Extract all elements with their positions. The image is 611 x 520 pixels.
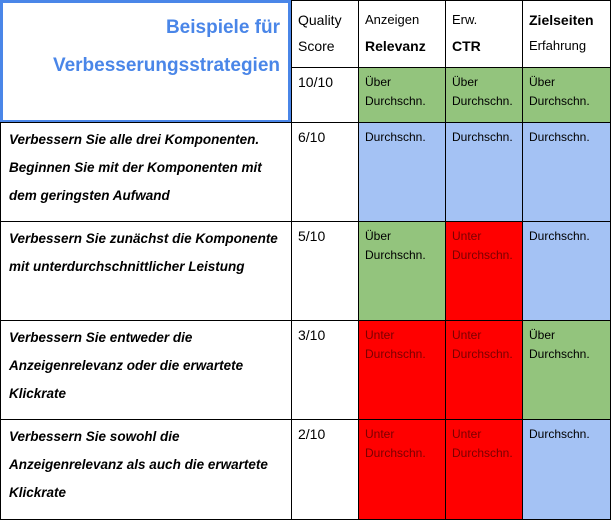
rating-line1: Unter	[452, 328, 482, 342]
rating-line2: Durchschn.	[365, 248, 426, 262]
rating-line1: Durchschn.	[529, 427, 590, 441]
rating-line1: Unter	[365, 427, 395, 441]
header-ctr-line1: Erw.	[452, 12, 478, 27]
row-label-2: Verbessern Sie zunächst die Komponente mit unterdurchschnittlicher Leistung	[0, 221, 292, 321]
table-title	[0, 0, 291, 123]
score-cell-4: 2/10	[291, 419, 359, 520]
header-relevanz-line1: Anzeigen	[365, 12, 420, 27]
rating-line1: Durchschn.	[365, 130, 426, 144]
rating-cell-3-landing	[522, 320, 611, 420]
rating-line1: Über	[365, 75, 392, 89]
title-line-2: Verbesserungsstrategien	[52, 55, 280, 76]
row-label-1: Verbessern Sie alle drei Komponenten. Beginnen Sie mit der Komponenten mit dem geringsten Aufwand	[0, 122, 292, 222]
rating-line2: Durchschn.	[529, 347, 590, 361]
score-cell-3: 3/10	[291, 320, 359, 420]
rating-line2: Durchschn.	[365, 94, 426, 108]
rating-line2: Durchschn.	[529, 94, 590, 108]
rating-line1: Unter	[365, 328, 395, 342]
header-ctr-line2: CTR	[452, 38, 481, 54]
score-cell-2: 5/10	[291, 221, 359, 321]
rating-cell-top-relevanz	[358, 67, 446, 123]
rating-cell-1-ctr	[445, 122, 523, 222]
rating-line1: Durchschn.	[529, 130, 590, 144]
rating-cell-4-ctr	[445, 419, 523, 520]
rating-cell-1-relevanz	[358, 122, 446, 222]
rating-cell-4-landing	[522, 419, 611, 520]
rating-line2: Durchschn.	[452, 94, 513, 108]
header-landing-line1: Zielseiten	[529, 12, 594, 28]
rating-cell-top-landing	[522, 67, 611, 123]
title-line-1: Beispiele für	[165, 17, 280, 38]
score-cell-1: 6/10	[291, 122, 359, 222]
header-quality-score-line1: Quality	[298, 12, 342, 28]
rating-line1: Über	[529, 75, 556, 89]
rating-line1: Durchschn.	[529, 229, 590, 243]
rating-line2: Durchschn.	[452, 347, 513, 361]
rating-line1: Über	[529, 328, 556, 342]
score-cell-top: 10/10	[291, 67, 359, 123]
row-label-4: Verbessern Sie sowohl die Anzeigenrelevanz als auch die erwartete Klickrate	[0, 419, 292, 520]
rating-cell-1-landing	[522, 122, 611, 222]
rating-line1: Durchschn.	[452, 130, 513, 144]
rating-line2: Durchschn.	[365, 347, 426, 361]
rating-line2: Durchschn.	[452, 248, 513, 262]
rating-cell-4-relevanz	[358, 419, 446, 520]
rating-cell-2-landing	[522, 221, 611, 321]
row-label-3: Verbessern Sie entweder die Anzeigenrelevanz oder die erwartete Klickrate	[0, 320, 292, 420]
rating-line1: Über	[365, 229, 392, 243]
rating-line1: Unter	[452, 427, 482, 441]
rating-cell-3-ctr	[445, 320, 523, 420]
header-landing-line2: Erfahrung	[529, 38, 587, 53]
rating-line1: Über	[452, 75, 479, 89]
header-anzeigen-relevanz	[358, 0, 446, 68]
header-quality-score	[291, 0, 359, 68]
header-relevanz-line2: Relevanz	[365, 38, 426, 54]
header-erw-ctr	[445, 0, 523, 68]
rating-line2: Durchschn.	[365, 446, 426, 460]
header-quality-score-line2: Score	[298, 38, 335, 54]
rating-line1: Unter	[452, 229, 482, 243]
header-zielseiten-erfahrung	[522, 0, 611, 68]
rating-cell-3-relevanz	[358, 320, 446, 420]
rating-cell-2-relevanz	[358, 221, 446, 321]
rating-line2: Durchschn.	[452, 446, 513, 460]
rating-cell-top-ctr	[445, 67, 523, 123]
rating-cell-2-ctr	[445, 221, 523, 321]
